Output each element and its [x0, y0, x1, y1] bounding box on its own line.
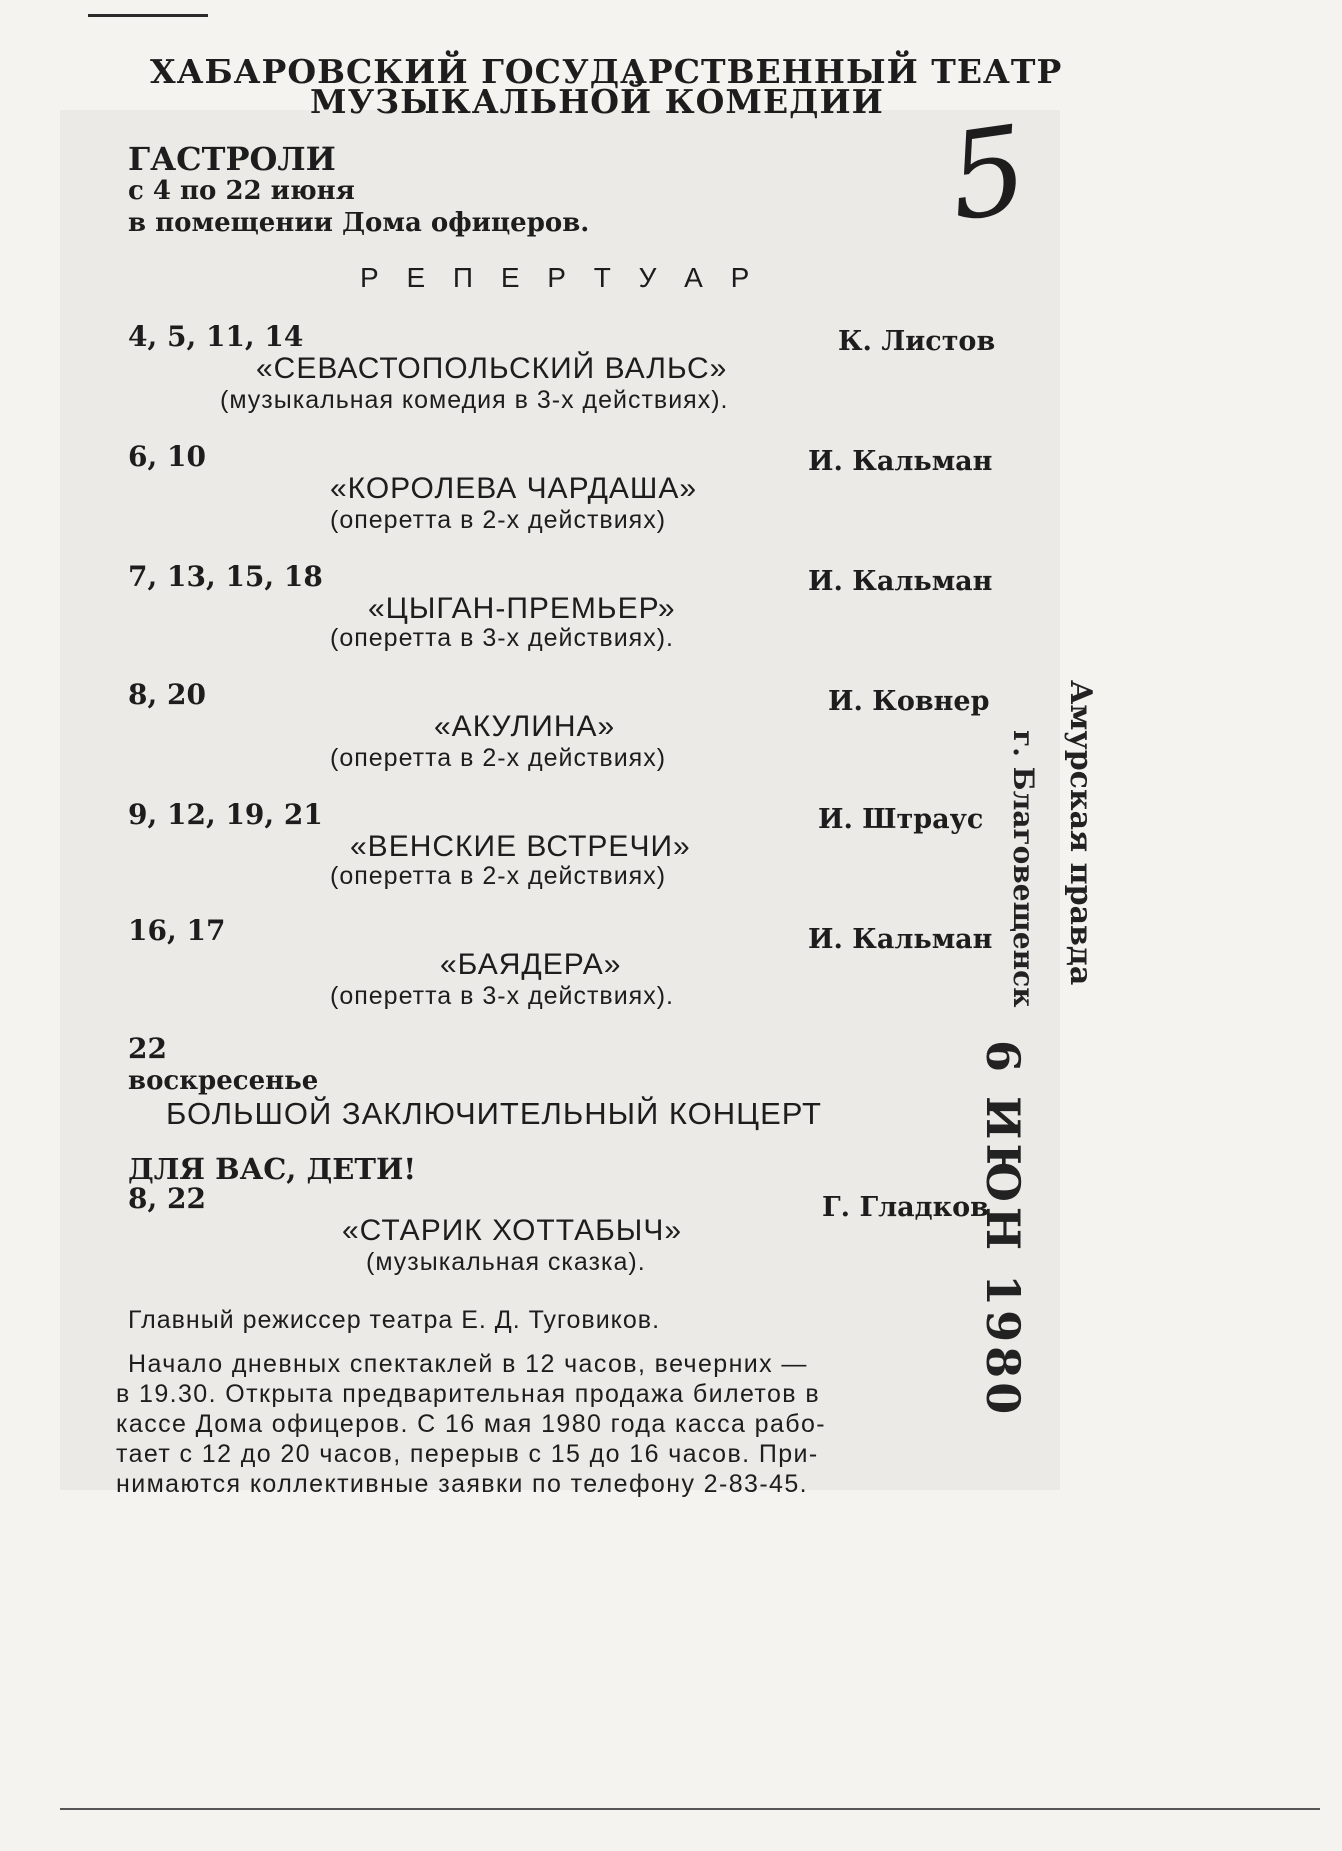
show-dates: 8, 20 [128, 678, 206, 711]
show-composer: И. Ковнер [828, 686, 990, 717]
stamp-city: г. Благовещенск [1007, 730, 1040, 1008]
show-dates: 9, 12, 19, 21 [128, 798, 323, 831]
show-genre: (музыкальная комедия в 3-х действиях). [220, 386, 729, 414]
show-dates: 16, 17 [128, 914, 226, 947]
handwritten-page-mark: 5 [940, 100, 1036, 249]
show-title: «АКУЛИНА» [434, 710, 616, 743]
tour-dates: с 4 по 22 июня [128, 176, 355, 206]
show-dates: 7, 13, 15, 18 [128, 560, 323, 593]
repertoire-title: Р Е П Е Р Т У А Р [360, 262, 760, 293]
show-genre: (оперетта в 2-х действиях) [330, 744, 667, 772]
show-composer: И. Кальман [808, 924, 993, 955]
kids-genre: (музыкальная сказка). [366, 1248, 646, 1276]
kids-composer: Г. Гладков [822, 1192, 989, 1223]
show-composer: И. Кальман [808, 446, 993, 477]
show-title: «КОРОЛЕВА ЧАРДАША» [330, 472, 698, 505]
info-line: нимаются коллективные заявки по телефону 2-83-45. [116, 1470, 809, 1498]
info-line: в 19.30. Открыта предварительная продажа билетов в [116, 1380, 820, 1408]
show-genre: (оперетта в 3-х действиях). [330, 624, 674, 652]
show-title: «БАЯДЕРА» [440, 948, 622, 981]
tour-venue: в помещении Дома офицеров. [128, 208, 590, 238]
show-composer: К. Листов [838, 326, 996, 357]
theatre-name-line1: ХАБАРОВСКИЙ ГОСУДАРСТВЕННЫЙ ТЕАТР [150, 52, 1063, 91]
show-dates: 4, 5, 11, 14 [128, 320, 304, 353]
tour-title: ГАСТРОЛИ [128, 140, 336, 178]
stamp-newspaper: Амурская правда [1063, 680, 1098, 986]
kids-dates: 8, 22 [128, 1182, 206, 1215]
kids-heading: ДЛЯ ВАС, ДЕТИ! [128, 1152, 417, 1186]
concert-title: БОЛЬШОЙ ЗАКЛЮЧИТЕЛЬНЫЙ КОНЦЕРТ [166, 1096, 822, 1131]
show-title: «СЕВАСТОПОЛЬСКИЙ ВАЛЬС» [256, 352, 728, 385]
show-title: «ВЕНСКИЕ ВСТРЕЧИ» [350, 830, 691, 863]
kids-title: «СТАРИК ХОТТАБЫЧ» [342, 1214, 683, 1247]
show-composer: И. Штраус [818, 804, 984, 835]
show-title: «ЦЫГАН-ПРЕМЬЕР» [368, 592, 676, 625]
info-line: кассе Дома офицеров. С 16 мая 1980 года касса рабо- [116, 1410, 826, 1438]
bottom-rule [60, 1808, 1320, 1810]
stamp-date: 6 ИЮН 1980 [976, 1040, 1030, 1419]
show-composer: И. Кальман [808, 566, 993, 597]
show-genre: (оперетта в 3-х действиях). [330, 982, 674, 1010]
show-genre: (оперетта в 2-х действиях) [330, 506, 667, 534]
show-genre: (оперетта в 2-х действиях) [330, 862, 667, 890]
info-line: тает с 12 до 20 часов, перерыв с 15 до 16 часов. При- [116, 1440, 819, 1468]
theatre-name-line2: МУЗЫКАЛЬНОЙ КОМЕДИИ [310, 82, 884, 121]
top-rule [88, 14, 208, 17]
concert-day: воскресенье [128, 1066, 319, 1096]
show-dates: 6, 10 [128, 440, 206, 473]
director-line: Главный режиссер театра Е. Д. Туговиков. [128, 1306, 661, 1334]
info-line: Начало дневных спектаклей в 12 часов, вечерних — [128, 1350, 808, 1378]
concert-date: 22 [128, 1032, 167, 1065]
